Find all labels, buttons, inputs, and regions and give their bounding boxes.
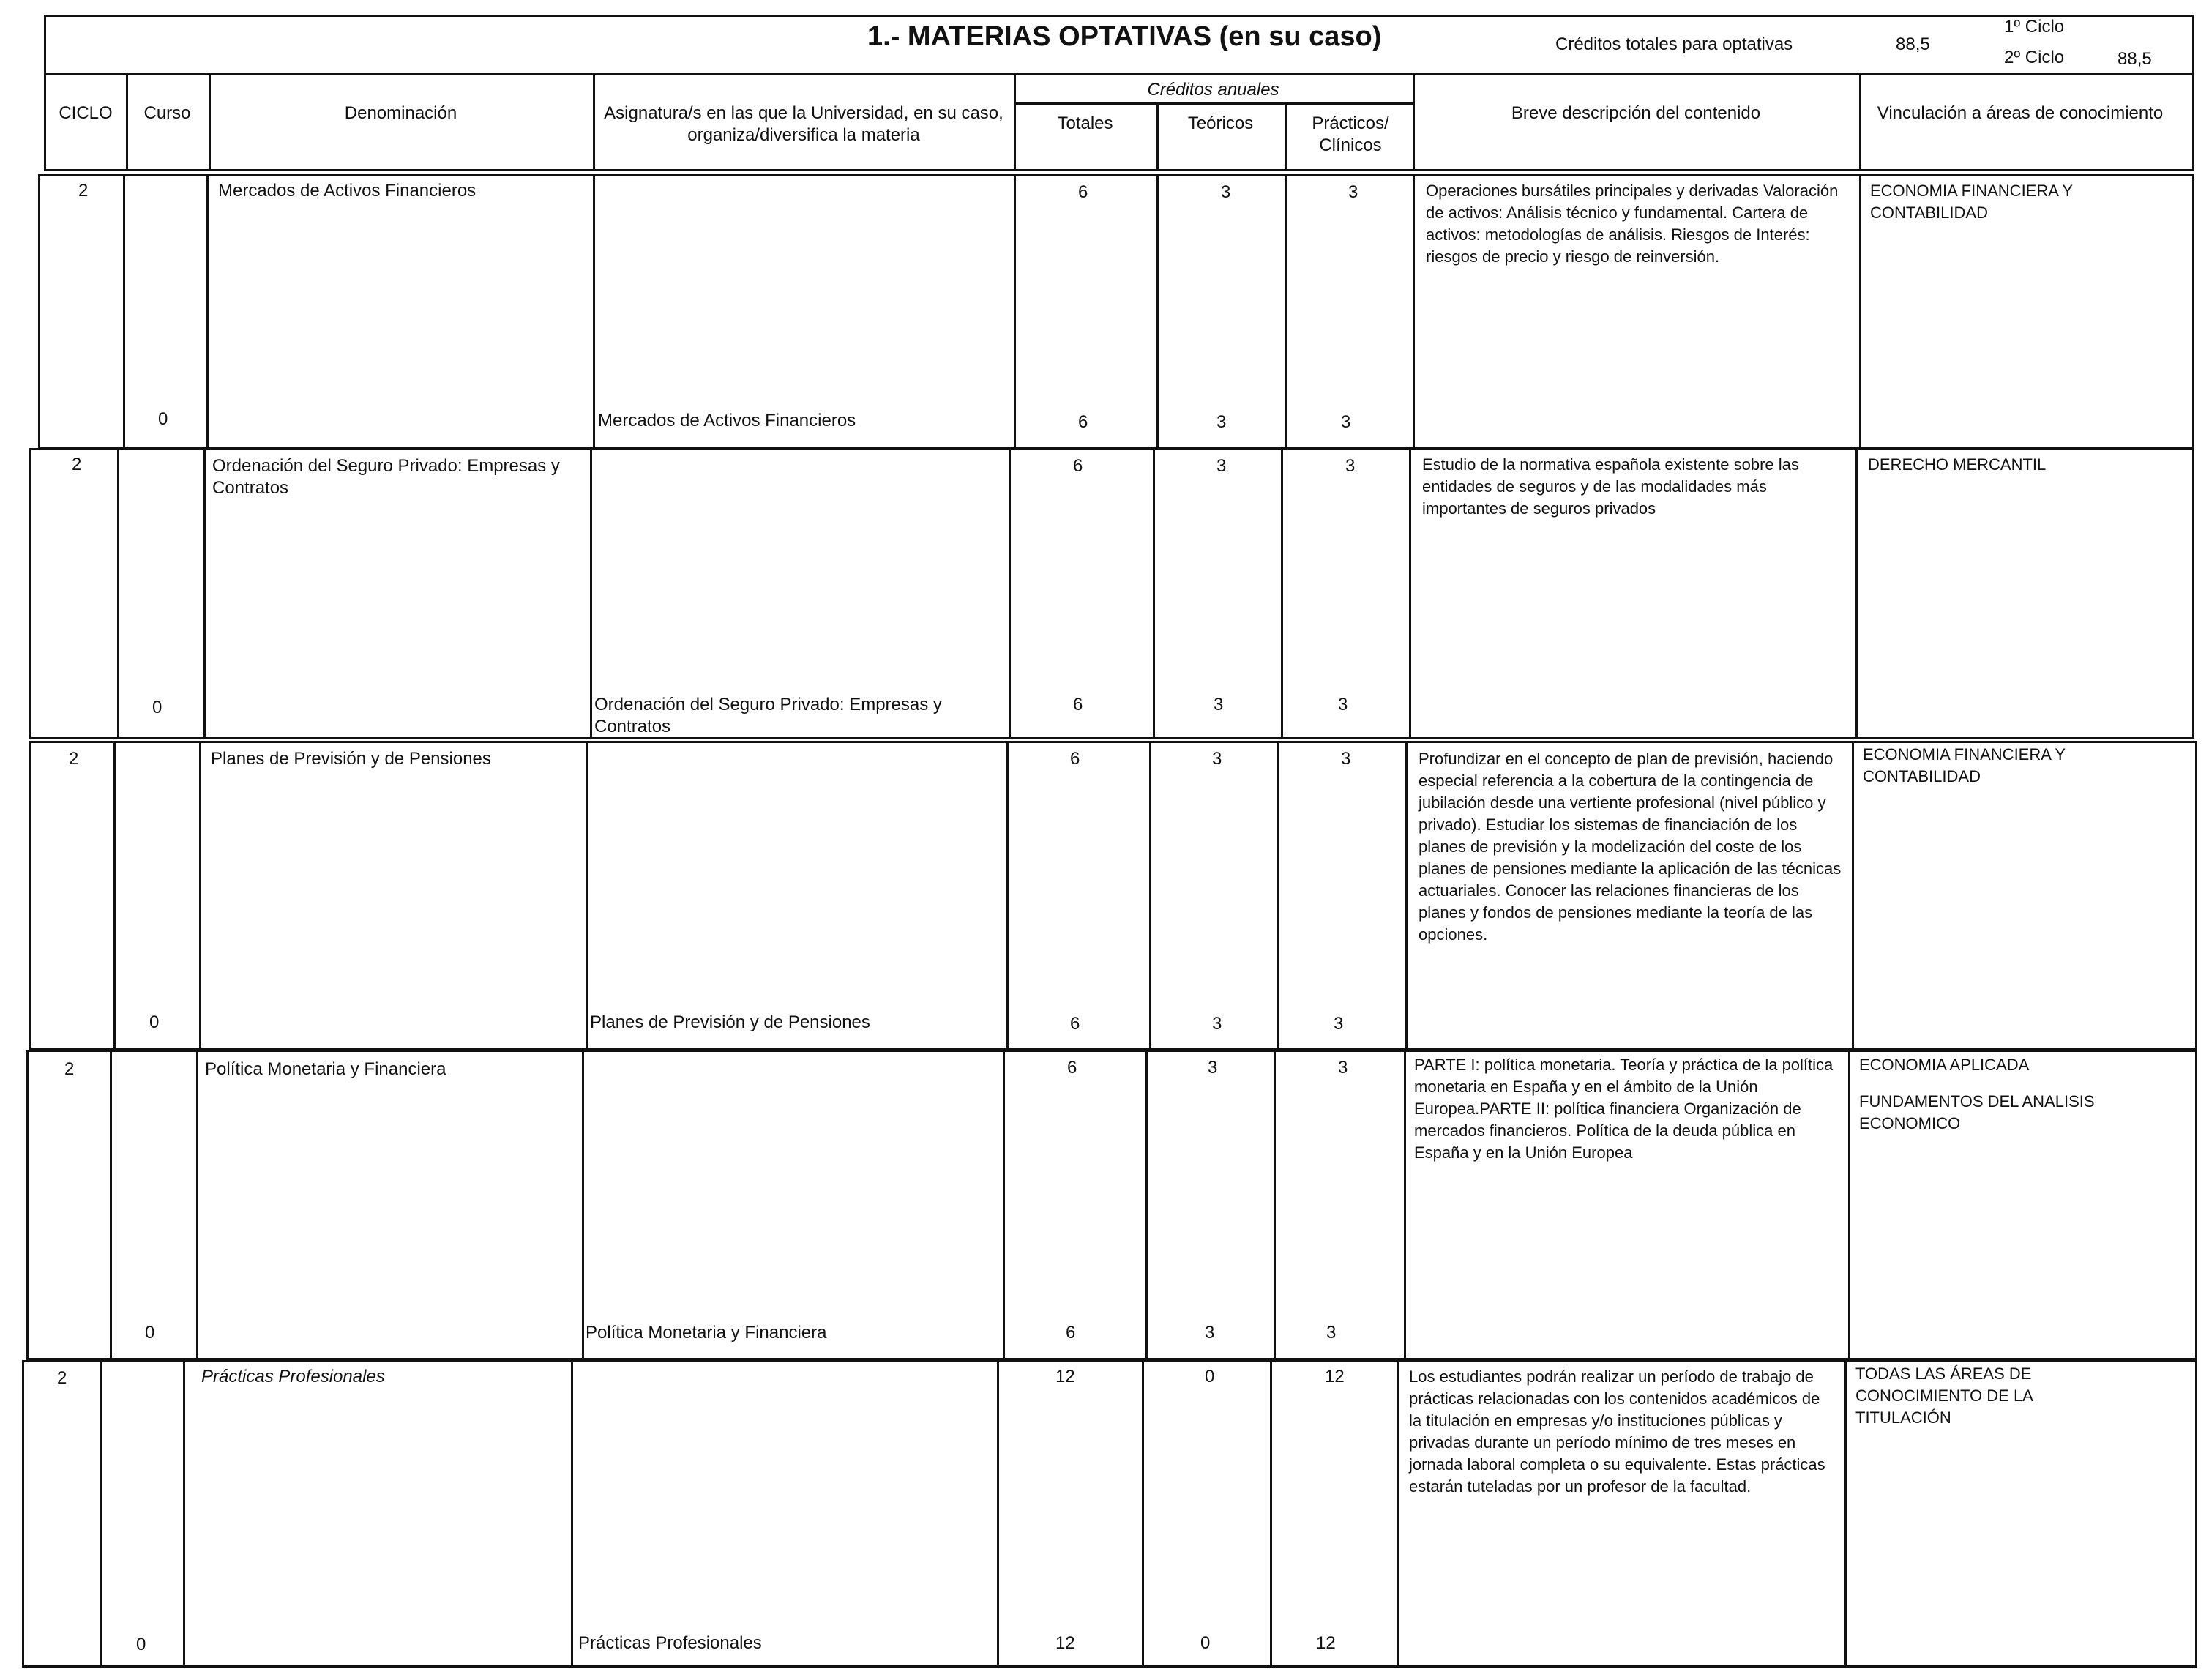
row-col-line: [1003, 1050, 1005, 1360]
col-asignatura: Asignatura/s en las que la Universidad, en su caso, organiza/diversifica la materia: [604, 103, 1003, 145]
descripcion-cell: Los estudiantes podrán realizar un período de trabajo de prácticas relacionadas con los contenidos académicos de la titulación en empresas y/o instituciones públicas y privadas durante un período mínimo de tres meses en jornada laboral completa o su equivalente. Estas prácticas estarán tuteladas por un profesor de la facultad.: [1409, 1367, 1825, 1496]
asignatura-cell: Prácticas Profesionales: [578, 1633, 762, 1653]
ciclo2-value: 88,5: [2118, 49, 2152, 69]
col-creditos: Créditos anuales: [1147, 80, 1279, 100]
row-col-line: [117, 448, 119, 739]
denominacion-cell: Ordenación del Seguro Privado: Empresas y Contratos: [212, 456, 560, 498]
row-col-line: [1409, 448, 1411, 739]
descripcion-cell: PARTE I: política monetaria. Teoría y práctica de la política monetaria en España y en el ámbito de la Unión Europea.PARTE II: política financiera Organización de mercados financieros. Política de la deuda pública en España y en la Unión Europea: [1414, 1056, 1834, 1162]
ciclo-cell: 2: [72, 455, 82, 474]
sub-teoricos-cell: 3: [1216, 412, 1227, 432]
totales-cell: 12: [1055, 1367, 1075, 1386]
row-col-line: [110, 1050, 112, 1360]
vinculacion-cell: FUNDAMENTOS DEL ANALISIS ECONOMICO: [1859, 1092, 2095, 1132]
row-col-line: [586, 741, 588, 1050]
row-col-line: [1142, 1360, 1144, 1668]
sub-totales-cell: 6: [1078, 412, 1088, 432]
curso-cell: 0: [158, 409, 168, 429]
row-col-line: [1859, 174, 1861, 449]
col-vinculacion: Vinculación a áreas de conocimiento: [1877, 103, 2164, 123]
page-title: 1.- MATERIAS OPTATIVAS (en su caso): [867, 21, 1382, 52]
descripcion-cell: Estudio de la normativa española existente sobre las entidades de seguros y de las modalidades más importantes de seguros privados: [1422, 455, 1799, 518]
row-col-line: [1844, 1360, 1847, 1668]
denominacion-cell: Prácticas Profesionales: [201, 1367, 385, 1386]
totales-cell: 6: [1067, 1058, 1077, 1078]
teoricos-cell: 3: [1221, 182, 1231, 202]
row-col-line: [1413, 174, 1415, 449]
sub-teoricos-cell: 3: [1205, 1323, 1215, 1343]
practicos-cell: 3: [1341, 749, 1351, 769]
row-col-line: [183, 1360, 185, 1668]
row-col-line: [997, 1360, 999, 1668]
sub-practicos-cell: 3: [1338, 695, 1348, 714]
sub-practicos-cell: 12: [1316, 1633, 1336, 1653]
header-divider: [44, 73, 2194, 75]
curso-cell: 0: [149, 1012, 160, 1032]
row-col-line: [113, 741, 116, 1050]
creditos-divider: [1014, 102, 1413, 105]
col-totales: Totales: [1057, 113, 1113, 133]
sub-totales-cell: 6: [1073, 695, 1083, 714]
descripcion-cell: Operaciones bursátiles principales y derivadas Valoración de activos: Análisis técnico y fundamental. Cartera de activos: metodologías de análisis. Riesgos de Interés: riesgos de precio y riesgo de reinversión.: [1426, 182, 1839, 266]
sub-totales-cell: 12: [1055, 1633, 1075, 1653]
teoricos-cell: 3: [1212, 749, 1222, 769]
teoricos-cell: 3: [1216, 456, 1227, 476]
col-denominacion: Denominación: [344, 103, 457, 123]
ciclo-cell: 2: [69, 749, 79, 769]
row-col-line: [1285, 174, 1287, 449]
col-curso: Curso: [143, 103, 191, 123]
row-col-line: [1852, 741, 1854, 1050]
hdr-col-line: [1859, 73, 1861, 171]
practicos-cell: 3: [1338, 1058, 1348, 1078]
ciclo-cell: 2: [64, 1059, 75, 1079]
row-col-line: [1145, 1050, 1148, 1360]
row-col-line: [1149, 741, 1151, 1050]
hdr-col-line: [593, 73, 595, 171]
denominacion-cell: Mercados de Activos Financieros: [218, 181, 476, 201]
practicos-cell: 12: [1325, 1367, 1345, 1386]
row-col-line: [1153, 448, 1155, 739]
practicos-cell: 3: [1345, 456, 1356, 476]
row-col-line: [1855, 448, 1858, 739]
asignatura-cell: Ordenación del Seguro Privado: Empresas y Contratos: [594, 695, 942, 736]
asignatura-cell: Planes de Previsión y de Pensiones: [590, 1012, 870, 1032]
credits-value: 88,5: [1896, 34, 1930, 54]
vinculacion-cell: ECONOMIA FINANCIERA Y CONTABILIDAD: [1870, 182, 2073, 222]
row-col-line: [1277, 741, 1279, 1050]
hdr-col-line: [1285, 102, 1287, 171]
ciclo-cell: 2: [78, 181, 89, 201]
col-practicos: Prácticos/ Clínicos: [1312, 113, 1389, 155]
sub-totales-cell: 6: [1066, 1323, 1076, 1343]
denominacion-cell: Planes de Previsión y de Pensiones: [211, 749, 491, 769]
row-col-line: [100, 1360, 102, 1668]
ciclo2-label: 2º Ciclo: [2004, 48, 2065, 67]
curso-cell: 0: [152, 698, 162, 717]
row-col-line: [1014, 174, 1016, 449]
row-col-line: [1848, 1050, 1850, 1360]
row-col-line: [571, 1360, 573, 1668]
vinculacion-cell: DERECHO MERCANTIL: [1868, 455, 2047, 474]
row-col-line: [1274, 1050, 1276, 1360]
teoricos-cell: 0: [1205, 1367, 1215, 1386]
vinculacion-cell: TODAS LAS ÁREAS DE CONOCIMIENTO DE LA TITULACIÓN: [1855, 1364, 2033, 1427]
ciclo1-label: 1º Ciclo: [2004, 17, 2065, 37]
row-col-line: [1270, 1360, 1272, 1668]
asignatura-cell: Mercados de Activos Financieros: [598, 411, 856, 430]
row-col-line: [1281, 448, 1283, 739]
row-col-line: [1405, 741, 1408, 1050]
credits-label: Créditos totales para optativas: [1555, 34, 1793, 54]
vinculacion-cell: ECONOMIA FINANCIERA Y CONTABILIDAD: [1863, 745, 2066, 785]
sub-practicos-cell: 3: [1334, 1014, 1344, 1034]
row-col-line: [1006, 741, 1009, 1050]
row-col-line: [196, 1050, 198, 1360]
curso-cell: 0: [136, 1635, 146, 1654]
sub-practicos-cell: 3: [1326, 1323, 1337, 1343]
asignatura-cell: Política Monetaria y Financiera: [586, 1323, 827, 1343]
row-col-line: [1404, 1050, 1406, 1360]
row-col-line: [123, 174, 125, 449]
curso-cell: 0: [145, 1323, 155, 1343]
row-col-line: [582, 1050, 584, 1360]
row-col-line: [1156, 174, 1159, 449]
row-col-line: [593, 174, 595, 449]
totales-cell: 6: [1070, 749, 1080, 769]
sub-practicos-cell: 3: [1341, 412, 1351, 432]
sub-teoricos-cell: 3: [1212, 1014, 1222, 1034]
vinculacion-cell: ECONOMIA APLICADA: [1859, 1056, 2030, 1074]
denominacion-cell: Política Monetaria y Financiera: [205, 1059, 446, 1079]
col-descripcion: Breve descripción del contenido: [1511, 103, 1761, 123]
row-col-line: [590, 448, 592, 739]
col-ciclo: CICLO: [59, 103, 113, 123]
row-col-line: [203, 448, 206, 739]
ciclo-cell: 2: [57, 1368, 67, 1388]
row-col-line: [199, 741, 201, 1050]
row-col-line: [1009, 448, 1011, 739]
row-col-line: [206, 174, 209, 449]
practicos-cell: 3: [1348, 182, 1358, 202]
col-teoricos: Teóricos: [1187, 113, 1254, 133]
row-col-line: [1397, 1360, 1399, 1668]
teoricos-cell: 3: [1208, 1058, 1218, 1078]
sub-teoricos-cell: 0: [1200, 1633, 1211, 1653]
descripcion-cell: Profundizar en el concepto de plan de previsión, haciendo especial referencia a la cobertura de la contingencia de jubilación desde una vertiente profesional (nivel público y privado). Estudiar los sistemas de financiación de los planes de previsión y la modelización del coste de los planes de pensiones mediante la aplicación de las técnicas actuariales. Conocer las relaciones financieras de los planes y fondos de pensiones mediante la teoría de las opciones.: [1419, 750, 1842, 944]
sub-totales-cell: 6: [1070, 1014, 1080, 1034]
sub-teoricos-cell: 3: [1214, 695, 1224, 714]
totales-cell: 6: [1073, 456, 1083, 476]
totales-cell: 6: [1078, 182, 1088, 202]
